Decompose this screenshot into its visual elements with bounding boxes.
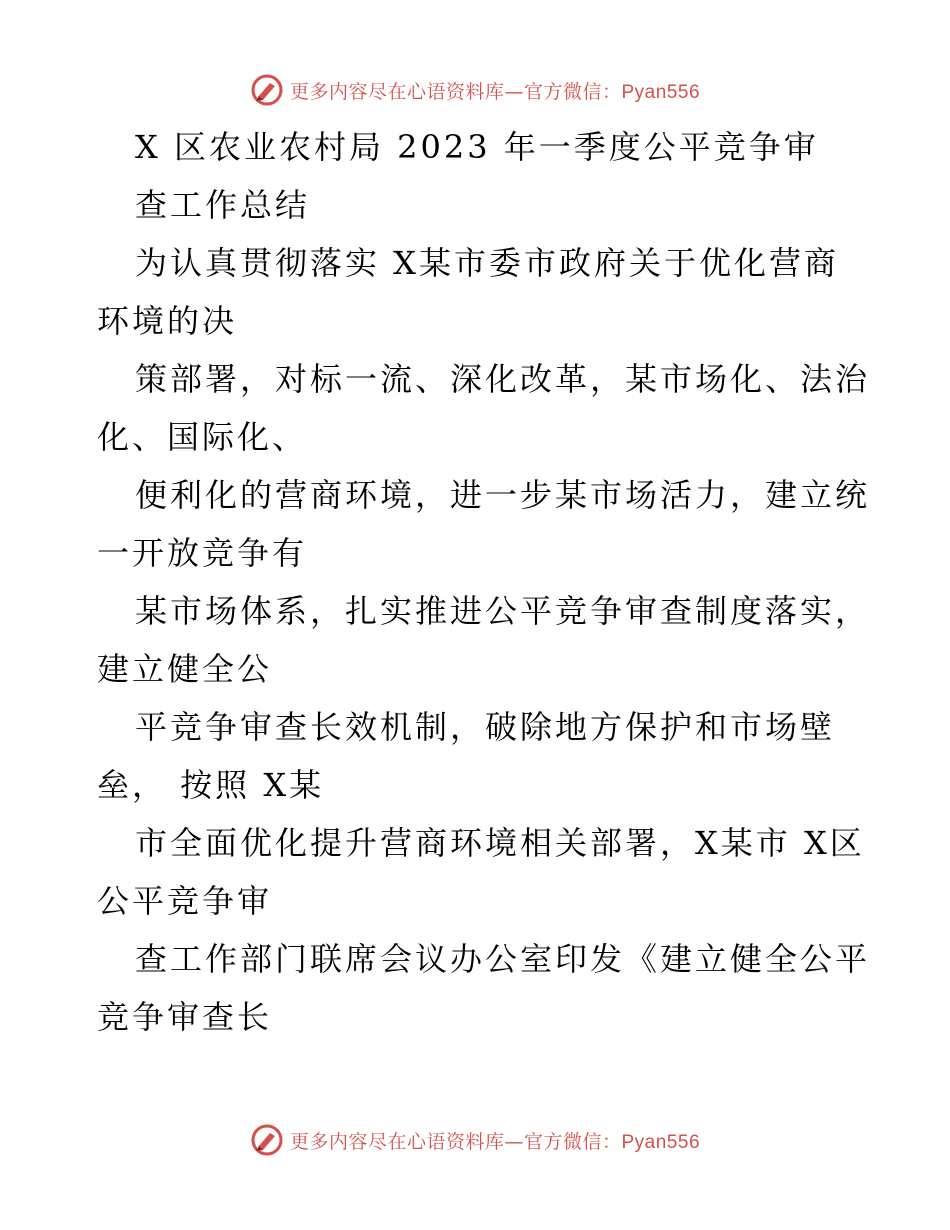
text-line: 公平竞争审 [97, 882, 273, 920]
header-banner-cn: 更多内容尽在心语资料库—官方微信： [289, 80, 622, 103]
pen-logo-icon [250, 1123, 284, 1157]
text-line: 一开放竞争有 [97, 534, 308, 572]
document-body [97, 118, 871, 1046]
header-banner-text [290, 77, 700, 104]
text-line: 策部署，对标一流、深化改革，某市场化、法治 [135, 360, 871, 398]
footer-banner-cn: 更多内容尽在心语资料库—官方微信： [289, 1130, 622, 1153]
text-line: 便利化的营商环境，进一步某市场活力，建立统 [135, 476, 871, 514]
footer-banner-wechat-id: Pyan556 [621, 1131, 701, 1153]
text-line: 垒， 按照 X某 [97, 766, 325, 804]
text-line: 某市场体系，扎实推进公平竞争审查制度落实， [135, 592, 871, 630]
footer-banner-text [290, 1127, 700, 1154]
header-banner [0, 70, 950, 110]
text-line: 化、国际化、 [97, 418, 308, 456]
text-line: X 区农业农村局 2023 年一季度公平竞争审 [135, 128, 819, 166]
text-line: 市全面优化提升营商环境相关部署，X某市 X区 [135, 824, 865, 862]
pen-logo-icon [250, 73, 284, 107]
text-line: 环境的决 [97, 302, 238, 340]
text-line: 竞争审查长 [97, 998, 273, 1036]
header-banner-wechat-id: Pyan556 [621, 81, 701, 103]
footer-banner [0, 1120, 950, 1160]
text-line: 查工作部门联席会议办公室印发《建立健全公平 [135, 940, 871, 978]
text-line: 建立健全公 [97, 650, 273, 688]
text-line: 为认真贯彻落实 X某市委市政府关于优化营商 [135, 244, 839, 282]
text-line: 平竞争审查长效机制，破除地方保护和市场壁 [135, 708, 836, 746]
text-line: 查工作总结 [135, 186, 311, 224]
